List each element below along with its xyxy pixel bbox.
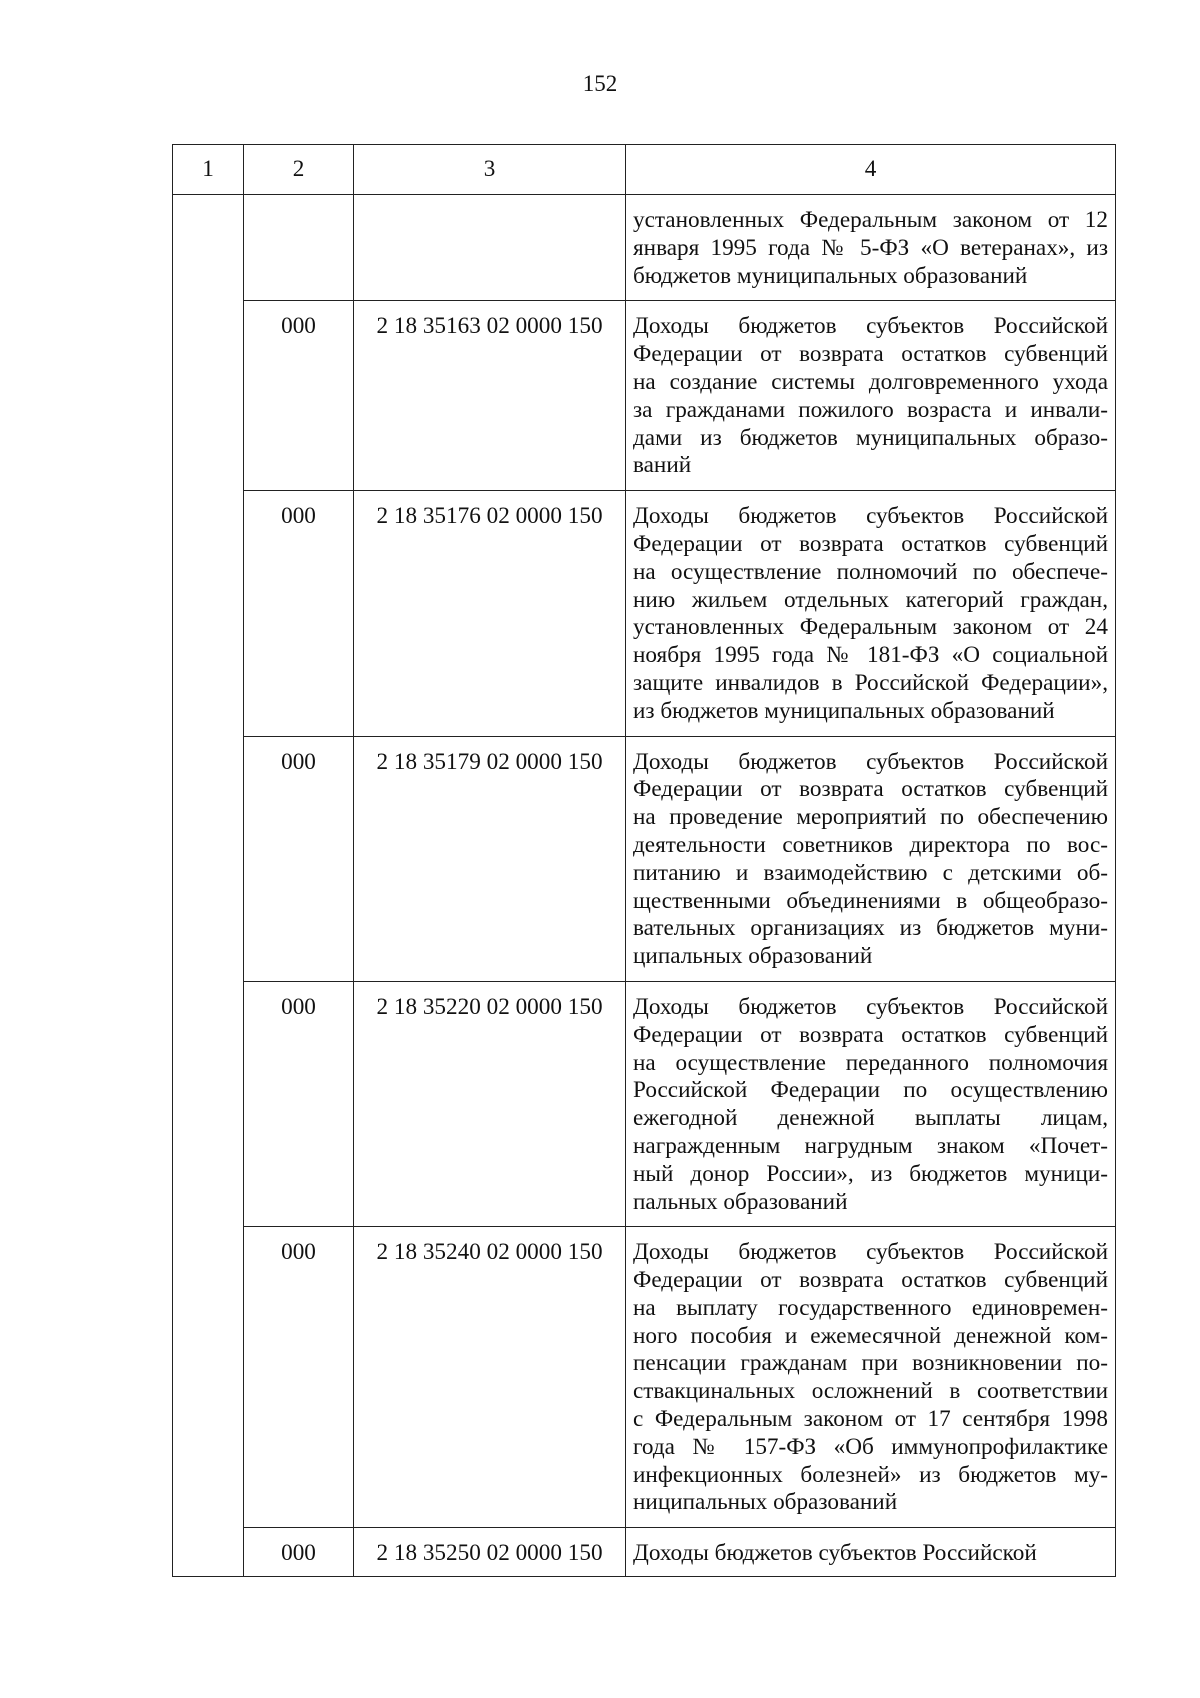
description-line: пенсации гражданам при возникновении по- — [633, 1350, 1108, 1377]
description-line: Федерации от возврата остатков субвенций — [633, 341, 1108, 368]
description-line: Доходы бюджетов субъектов Российской — [633, 748, 1108, 775]
description-line: Российской Федерации по осуществлению — [633, 1077, 1108, 1104]
description-line: ниципальных образований — [633, 1489, 898, 1516]
description-line: Доходы бюджетов субъектов Российской — [633, 1540, 1037, 1567]
description-line: ципальных образований — [633, 943, 873, 970]
description-line: ежегодной денежной выплаты лицам, — [633, 1105, 1108, 1132]
cell-description — [626, 491, 1116, 736]
budget-classification-table — [172, 144, 1116, 1577]
description-line: Федерации от возврата остатков субвенций — [633, 1021, 1108, 1048]
cell-kbk-code: 2 18 35176 02 0000 150 — [354, 491, 626, 736]
cell-column-1 — [173, 736, 244, 981]
description-line: установленных Федеральным законом от 12 — [633, 207, 1108, 233]
cell-kbk-code — [354, 195, 626, 301]
cell-description — [626, 1528, 1116, 1577]
table-header-row — [173, 145, 1116, 195]
description-line: Федерации от возврата остатков субвенций — [633, 530, 1108, 557]
cell-column-1 — [173, 301, 244, 491]
cell-admin-code: 000 — [244, 736, 354, 981]
description-line: января 1995 года № 5-ФЗ «О ветеранах», из — [633, 234, 1108, 261]
table-row — [173, 301, 1116, 491]
description-line: вательных организациях из бюджетов муни- — [633, 915, 1108, 942]
description-line: за гражданами пожилого возраста и инвали- — [633, 396, 1108, 423]
description-line: Федерации от возврата остатков субвенций — [633, 776, 1108, 803]
description-line: Доходы бюджетов субъектов Российской — [633, 313, 1108, 340]
cell-kbk-code: 2 18 35220 02 0000 150 — [354, 981, 626, 1226]
description-line: деятельности советников директора по вос- — [633, 831, 1108, 858]
cell-column-1 — [173, 981, 244, 1226]
description-line: установленных Федеральным законом от 24 — [633, 614, 1108, 641]
cell-admin-code: 000 — [244, 1227, 354, 1528]
description-line: на осуществление полномочий по обеспече- — [633, 558, 1108, 585]
table-row — [173, 491, 1116, 736]
description-line: пальных образований — [633, 1188, 848, 1215]
cell-column-1 — [173, 491, 244, 736]
column-header-2: 2 — [244, 145, 354, 195]
description-line: на осуществление переданного полномочия — [633, 1049, 1108, 1076]
cell-description — [626, 1227, 1116, 1528]
cell-description — [626, 301, 1116, 491]
description-line: щественными объединениями в общеобразо- — [633, 887, 1108, 914]
cell-admin-code: 000 — [244, 1528, 354, 1577]
description-line: ваний — [633, 452, 692, 479]
page-number: 152 — [582, 71, 618, 96]
description-line: Доходы бюджетов субъектов Российской — [633, 503, 1108, 530]
description-line: Доходы бюджетов субъектов Российской — [633, 1239, 1108, 1266]
cell-admin-code: 000 — [244, 981, 354, 1226]
description-line: Доходы бюджетов субъектов Российской — [633, 993, 1108, 1020]
description-line: бюджетов муниципальных образований — [633, 262, 1028, 289]
cell-kbk-code: 2 18 35240 02 0000 150 — [354, 1227, 626, 1528]
description-line: дами из бюджетов муниципальных образо- — [633, 424, 1108, 451]
description-line: с Федеральным законом от 17 сентября 1998 — [633, 1406, 1108, 1433]
description-line: Федерации от возврата остатков субвенций — [633, 1267, 1108, 1294]
table-body — [173, 195, 1116, 1577]
column-header-3: 3 — [354, 145, 626, 195]
description-line: инфекционных болезней» из бюджетов му- — [633, 1461, 1108, 1488]
cell-kbk-code: 2 18 35250 02 0000 150 — [354, 1528, 626, 1577]
description-line: на создание системы долговременного ухода — [633, 368, 1108, 395]
cell-description — [626, 736, 1116, 981]
cell-description — [626, 981, 1116, 1226]
description-line: ного пособия и ежемесячной денежной ком- — [633, 1322, 1108, 1349]
description-line: ный донор России», из бюджетов муници- — [633, 1160, 1108, 1187]
table-row — [173, 736, 1116, 981]
description-line: на проведение мероприятий по обеспечению — [633, 804, 1108, 831]
description-line: питанию и взаимодействию с детскими об- — [633, 859, 1108, 886]
description-line: награжденным нагрудным знаком «Почет- — [633, 1132, 1108, 1159]
description-line: из бюджетов муниципальных образований — [633, 697, 1055, 724]
cell-column-1 — [173, 1227, 244, 1528]
description-line: года № 157-ФЗ «Об иммунопрофилактике — [633, 1433, 1108, 1460]
table-row — [173, 1227, 1116, 1528]
table-row — [173, 981, 1116, 1226]
column-header-1: 1 — [173, 145, 244, 195]
description-line: нию жильем отдельных категорий граждан, — [633, 586, 1108, 613]
description-line: защите инвалидов в Российской Федерации», — [633, 669, 1108, 696]
cell-admin-code: 000 — [244, 301, 354, 491]
description-line: ствакцинальных осложнений в соответствии — [633, 1378, 1108, 1405]
cell-kbk-code: 2 18 35179 02 0000 150 — [354, 736, 626, 981]
cell-admin-code — [244, 195, 354, 301]
description-line: на выплату государственного единовремен- — [633, 1294, 1108, 1321]
column-header-4: 4 — [626, 145, 1116, 195]
cell-description — [626, 195, 1116, 301]
cell-column-1 — [173, 195, 244, 301]
table-row — [173, 1528, 1116, 1577]
cell-admin-code: 000 — [244, 491, 354, 736]
cell-kbk-code: 2 18 35163 02 0000 150 — [354, 301, 626, 491]
table-row — [173, 195, 1116, 301]
description-line: ноября 1995 года № 181-ФЗ «О социальной — [633, 642, 1108, 669]
cell-column-1 — [173, 1528, 244, 1577]
